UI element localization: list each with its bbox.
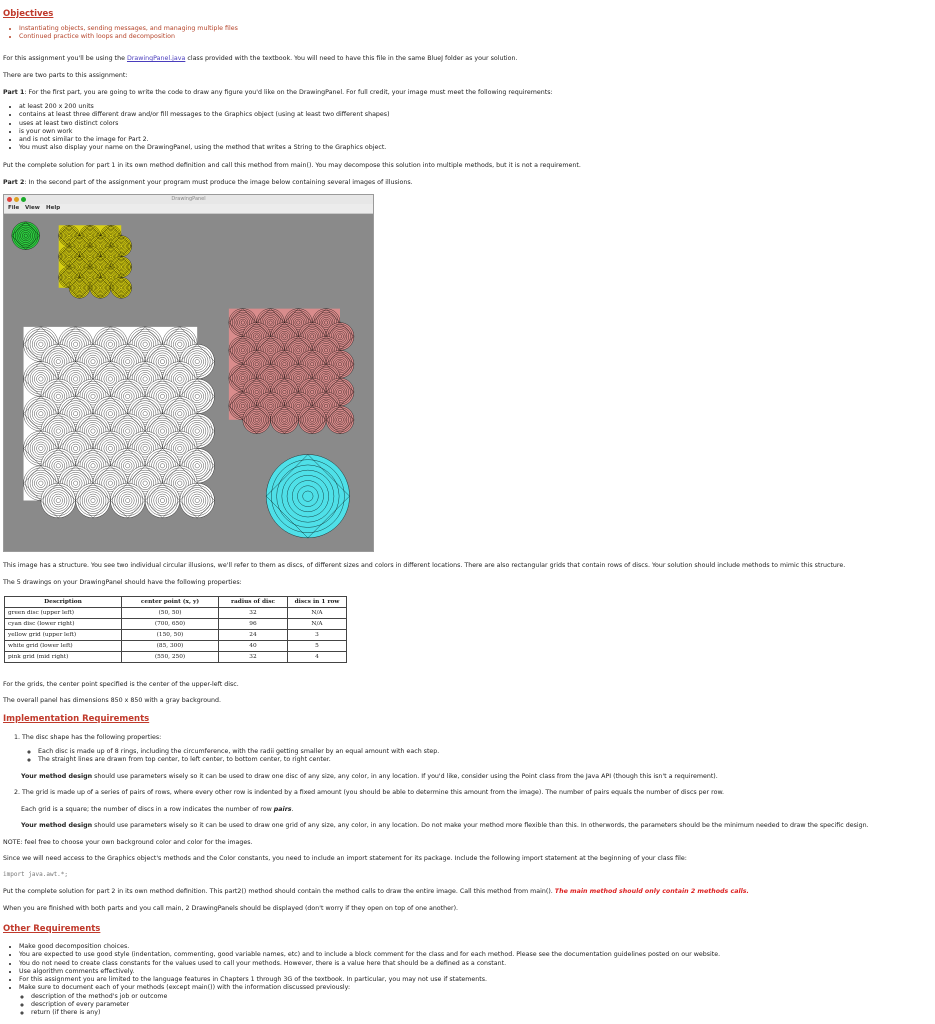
list-item: • at least 200 x 200 units (19, 103, 390, 111)
disc-ring (68, 276, 71, 279)
disc-ring (126, 464, 130, 468)
list-item: ◦ Each disc is made up of 8 rings, including the circumference, with the radii getting smaller by an equal amount with each step. (38, 748, 439, 756)
list-item: • Make good decomposition choices. (19, 943, 720, 951)
disc-ring (78, 286, 81, 289)
grids-text: For the grids, the center point specified is the center of the upper-left disc. (3, 681, 239, 688)
disc-ring (241, 376, 244, 379)
column-header: discs in 1 row (288, 597, 347, 608)
table-cell: 32 (219, 652, 288, 663)
list-item: • Continued practice with loops and decomposition (19, 33, 238, 41)
disc-ring (73, 377, 77, 381)
table-row (5, 641, 347, 652)
disc-ring (108, 481, 112, 485)
disc-ring (160, 464, 164, 468)
list-item: • Instantiating objects, sending messages, and managing multiple files (19, 25, 238, 33)
note-text: NOTE: feel free to choose your own background color and color for the images. (3, 839, 253, 846)
disc (76, 483, 111, 518)
table-cell: (550, 250) (122, 652, 219, 663)
part2-text: Part 2: In the second part of the assignment your program must produce the image below containing several images of illusions. (3, 179, 413, 186)
table-cell: N/A (288, 608, 347, 619)
disc-ring (310, 390, 313, 393)
disc-ring (269, 349, 272, 352)
disc-ring (78, 245, 81, 248)
disc-ring (241, 321, 244, 324)
disc-ring (160, 498, 164, 502)
disc-ring (160, 394, 164, 398)
list-item: ◦ description of every parameter (31, 1001, 720, 1009)
drawing-panel-window (3, 194, 374, 552)
table-row (5, 619, 347, 630)
finished-text: When you are finished with both parts and you call main, 2 DrawingPanels should be displayed (don't worry if they open on top of one another). (3, 905, 459, 912)
white-grid (24, 327, 215, 518)
disc-ring (39, 481, 43, 485)
disc-ring (39, 446, 43, 450)
disc-ring (108, 377, 112, 381)
part1-requirements (3, 103, 390, 153)
disc-ring (126, 394, 130, 398)
disc-ring (143, 342, 147, 346)
disc-ring (143, 377, 147, 381)
other-section (3, 924, 100, 934)
disc (145, 483, 180, 518)
list-item: • uses at least two distinct colors (19, 120, 390, 128)
table-cell: green disc (upper left) (5, 608, 122, 619)
disc-ring (178, 342, 182, 346)
disc-ring (99, 286, 102, 289)
disc-ring (56, 359, 60, 363)
table-row (5, 652, 347, 663)
list-item: • is your own work (19, 128, 390, 136)
disc-ring (195, 498, 199, 502)
disc-ring (24, 234, 27, 237)
drawingpanel-link[interactable]: DrawingPanel.java (126, 55, 186, 62)
five-drawings-text: The 5 drawings on your DrawingPanel should have the following properties: (3, 579, 242, 586)
table-cell: (85, 300) (122, 641, 219, 652)
drawing-canvas (4, 214, 373, 550)
table-cell: 24 (219, 630, 288, 641)
disc-ring (178, 377, 182, 381)
disc-ring (99, 245, 102, 248)
disc-ring (143, 446, 147, 450)
disc-ring (73, 342, 77, 346)
disc-ring (89, 255, 92, 258)
disc-ring (73, 412, 77, 416)
disc-ring (195, 394, 199, 398)
disc-ring (310, 335, 313, 338)
disc-ring (269, 321, 272, 324)
disc-ring (160, 429, 164, 433)
disc-ring (195, 464, 199, 468)
part1-text: Part 1: For the first part, you are going to write the code to draw any figure you'd like on the DrawingPanel. For full credit, your image must meet the following requirements: (3, 89, 553, 96)
properties-table (4, 596, 347, 663)
menu-view[interactable]: View (25, 205, 40, 211)
disc-ring (255, 418, 258, 421)
objectives-heading: Objectives (3, 9, 54, 19)
disc-ring (178, 446, 182, 450)
objectives-list (3, 25, 238, 42)
disc-ring (126, 498, 130, 502)
disc-ring (108, 446, 112, 450)
disc-ring (109, 276, 112, 279)
disc-ring (310, 362, 313, 365)
disc-ring (91, 394, 95, 398)
disc-ring (68, 234, 71, 237)
impl-item-1: 1. The disc shape has the following properties: (14, 734, 162, 741)
disc-ring (283, 390, 286, 393)
import-code: import java.awt.*; (3, 871, 69, 878)
disc (180, 483, 215, 518)
disc-ring (120, 245, 123, 248)
disc-ring (56, 464, 60, 468)
disc-ring (324, 376, 327, 379)
disc (271, 406, 299, 434)
table-cell: 40 (219, 641, 288, 652)
impl-section (3, 714, 149, 724)
table-row (5, 630, 347, 641)
disc-ring (109, 234, 112, 237)
menu-help[interactable]: Help (46, 205, 61, 211)
disc-ring (303, 491, 313, 501)
column-header: center point (x, y) (122, 597, 219, 608)
list-item: ◦ description of the method's job or outcome (31, 993, 720, 1001)
other-heading: Other Requirements (3, 924, 101, 934)
square-text: Each grid is a square; the number of discs in a row indicates the number of row pairs. (21, 806, 294, 813)
disc (111, 277, 132, 298)
disc-ring (283, 362, 286, 365)
disc-ring (338, 362, 341, 365)
disc-ring (143, 412, 147, 416)
table-cell: (50, 50) (122, 608, 219, 619)
disc-ring (109, 255, 112, 258)
list-item: • contains at least three different draw and/or fill messages to the Graphics object (using at least two different shapes) (19, 111, 390, 119)
design2-text: Your method design should use parameters wisely so it can be used to draw one grid of any size, any color, in any location. Do not make your method more flexible than this. In otherwords, the parameters should be the minimum needed to draw the specific design. (21, 822, 869, 829)
disc-ring (283, 418, 286, 421)
impl-heading: Implementation Requirements (3, 714, 150, 724)
disc (12, 222, 40, 250)
structure-text: This image has a structure. You see two individual circular illusions, we'll refer to them as discs, of different sizes and colors in different locations. There are also rectangular grids that contain rows of discs. Your solution should include methods to mimic this structure. (3, 562, 846, 569)
list-item: • Make sure to document each of your methods (except main()) with the information discussed previously: ◦ description of the method's job or outcome ◦ description of every parameter ◦ return (if there is any) (19, 984, 720, 1017)
disc-ring (338, 390, 341, 393)
disc-ring (73, 481, 77, 485)
disc-ring (324, 321, 327, 324)
disc-ring (56, 498, 60, 502)
disc-ring (195, 359, 199, 363)
design1-text: Your method design should use parameters wisely so it can be used to draw one disc of any size, any color, in any location. If you'd like, consider using the Point class from the Java API (though this isn't a requirement). (21, 773, 718, 780)
disc-ring (120, 286, 123, 289)
other-list (3, 943, 720, 1018)
disc-ring (56, 429, 60, 433)
disc-ring (126, 429, 130, 433)
disc-ring (338, 335, 341, 338)
list-item: • and is not similar to the image for Part 2. (19, 136, 390, 144)
list-item: ◦ return (if there is any) (31, 1009, 720, 1017)
disc-ring (269, 376, 272, 379)
since-text: Since we will need access to the Graphics object's methods and the Color constants, you need to include an import statement for its package. Include the following import statement at the beginning of your class file: (3, 855, 687, 862)
disc-ring (241, 404, 244, 407)
table-cell: 5 (288, 641, 347, 652)
disc-ring (297, 404, 300, 407)
table-cell: (700, 650) (122, 619, 219, 630)
disc-ring (178, 412, 182, 416)
disc (90, 277, 111, 298)
overall-text: The overall panel has dimensions 850 x 850 with a gray background. (3, 697, 222, 704)
disc (298, 406, 326, 434)
disc-properties-list (20, 748, 439, 764)
table-cell: 96 (219, 619, 288, 630)
disc-ring (89, 276, 92, 279)
table-row (5, 608, 347, 619)
disc-ring (108, 342, 112, 346)
table-cell: pink grid (mid right) (5, 652, 122, 663)
menu-bar (4, 204, 373, 214)
window-titlebar (4, 195, 373, 204)
disc-ring (283, 335, 286, 338)
objectives-section (3, 9, 238, 42)
disc-ring (39, 377, 43, 381)
disc (69, 277, 90, 298)
column-header: Description (5, 597, 122, 608)
disc-ring (39, 342, 43, 346)
list-item: • You do not need to create class constants for the values used to call your methods. However, there is a value here that should be a defined as a constant. (19, 960, 720, 968)
disc-ring (297, 321, 300, 324)
window-title: DrawingPanel (171, 196, 206, 202)
two-parts-text: There are two parts to this assignment: (3, 72, 128, 79)
disc-ring (108, 412, 112, 416)
disc-ring (126, 359, 130, 363)
disc-ring (160, 359, 164, 363)
disc-ring (310, 418, 313, 421)
disc-ring (143, 481, 147, 485)
disc (243, 406, 271, 434)
put2-text: Put the complete solution for part 2 in its own method definition. This part2() method should contain the method calls to draw the entire image. Call this method from main(). The main method should only contain 2 methods calls. (3, 888, 749, 895)
pink-grid (229, 309, 354, 434)
table-cell: yellow grid (upper left) (5, 630, 122, 641)
disc-ring (91, 359, 95, 363)
disc-ring (56, 394, 60, 398)
disc-ring (78, 266, 81, 269)
impl-item-2: 2. The grid is made up of a series of pairs of rows, where every other row is indented by a fixed amount (you should be able to determine this amount from the image). The number of pairs equals the number of discs per row. (14, 789, 725, 796)
part1-put-text: Put the complete solution for part 1 in its own method definition and call this method from main(). You may decompose this solution into multiple methods, but it is not a requirement. (3, 162, 581, 169)
disc-ring (297, 349, 300, 352)
disc-ring (91, 464, 95, 468)
list-item: ◦ The straight lines are drawn from top center, to left center, to bottom center, to right center. (38, 756, 439, 764)
doc-sublist (19, 993, 720, 1018)
intro-text: For this assignment you'll be using the DrawingPanel.java class provided with the textbook. You will need to have this file in the same BlueJ folder as your solution. (3, 55, 518, 62)
disc-ring (120, 266, 123, 269)
yellow-grid (59, 225, 132, 298)
table-cell: 4 (288, 652, 347, 663)
table-cell: white grid (lower left) (5, 641, 122, 652)
disc-ring (255, 335, 258, 338)
list-item: • For this assignment you are limited to the language features in Chapters 1 through 3G of the textbook. In particular, you may not use if statements. (19, 976, 720, 984)
table-cell: 3 (288, 630, 347, 641)
disc (41, 483, 76, 518)
disc-ring (324, 349, 327, 352)
list-item: • You must also display your name on the DrawingPanel, using the method that writes a String to the Graphics object. (19, 144, 390, 152)
menu-file[interactable]: File (8, 205, 20, 211)
disc-ring (178, 481, 182, 485)
disc-ring (255, 362, 258, 365)
list-item: • You are expected to use good style (indentation, commenting, good variable names, etc) and to include a block comment for the class and for each method. Please see the documentation guidelines posted on our website. (19, 951, 720, 959)
disc-ring (68, 255, 71, 258)
disc-ring (91, 429, 95, 433)
table-cell: 32 (219, 608, 288, 619)
disc-ring (99, 266, 102, 269)
disc-ring (255, 390, 258, 393)
disc-ring (91, 498, 95, 502)
disc-ring (89, 234, 92, 237)
table-cell: cyan disc (lower right) (5, 619, 122, 630)
table-cell: (150, 50) (122, 630, 219, 641)
disc-ring (39, 412, 43, 416)
disc-ring (269, 404, 272, 407)
disc (266, 455, 349, 538)
disc-ring (324, 404, 327, 407)
disc-ring (241, 349, 244, 352)
disc-ring (297, 376, 300, 379)
table-cell: N/A (288, 619, 347, 630)
table-header-row (5, 597, 347, 608)
column-header: radius of disc (219, 597, 288, 608)
disc (110, 483, 145, 518)
disc-ring (338, 418, 341, 421)
list-item: • Use algorithm comments effectively. (19, 968, 720, 976)
disc-ring (195, 429, 199, 433)
disc (326, 406, 354, 434)
disc-ring (73, 446, 77, 450)
